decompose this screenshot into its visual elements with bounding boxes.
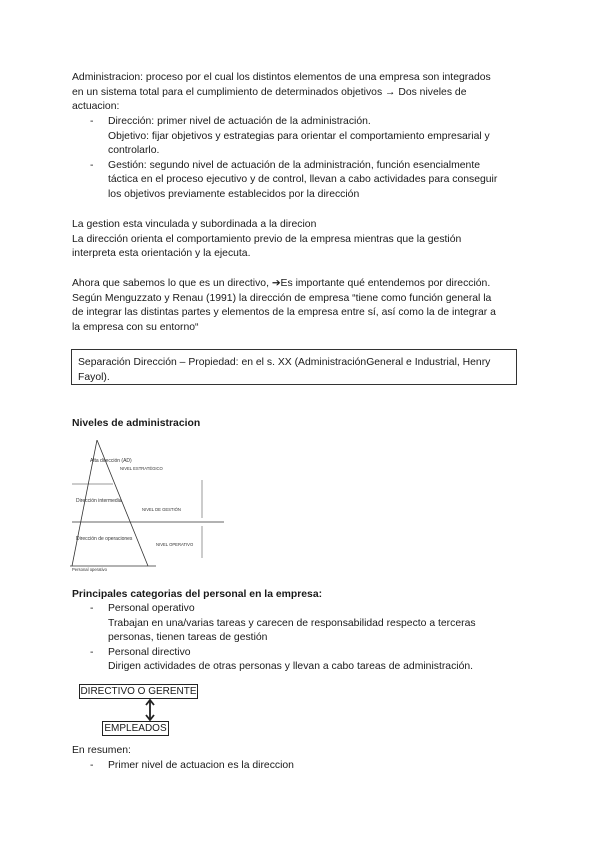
category-title: Personal directivo — [108, 646, 191, 658]
list-dash: - — [90, 646, 94, 658]
intro-paragraph — [72, 71, 532, 115]
org-diagram — [72, 680, 232, 738]
list-line: los objetivos previamente establecidos por la dirección — [108, 188, 360, 200]
pyramid-label-base: Personal operativo — [72, 567, 107, 572]
resumen-title: En resumen: — [72, 745, 131, 756]
list-dash: - — [90, 116, 94, 127]
paragraph-line: La gestion esta vinculada y subordinada a la direcion — [72, 219, 317, 230]
list-line: controlarlo. — [108, 145, 160, 157]
resumen-list — [90, 759, 530, 774]
list-item — [90, 646, 530, 675]
category-title: Personal operativo — [108, 603, 195, 614]
list-dash: - — [90, 159, 94, 171]
list-line: Gestión: segundo nivel de actuación de la administración, función esencialmente — [108, 159, 480, 171]
list-line: táctica en el proceso ejecutivo y de control, llevan a cabo actividades para conseguir — [108, 174, 498, 186]
paragraph-line: Ahora que sabemos lo que es un directivo, ➔Es importante qué entendemos por dirección. — [72, 278, 491, 289]
paragraph-line: la empresa con su entorno“ — [72, 321, 199, 333]
pyramid-level-1: NIVEL ESTRATÉGICO — [120, 466, 163, 471]
categorias-list — [90, 602, 530, 675]
org-box-directivo: DIRECTIVO O GERENTE — [80, 686, 197, 697]
levels-list — [90, 115, 530, 203]
pyramid-label-mid: Dirección intermedia — [76, 498, 122, 504]
category-desc: Dirigen actividades de otras personas y llevan a cabo tareas de administración. — [108, 661, 474, 673]
note-line: Separación Dirección – Propiedad: en el s. XX (AdministraciónGeneral e Industrial, Henry — [78, 357, 491, 368]
pyramid-level-2: NIVEL DE GESTIÓN — [142, 507, 181, 512]
list-item — [90, 159, 530, 203]
intro-line: Administracion: proceso por el cual los distintos elementos de una empresa son integrados — [72, 72, 491, 83]
list-item — [90, 759, 530, 774]
resumen-item: Primer nivel de actuacion es la direccion — [108, 760, 294, 771]
list-item — [90, 115, 530, 159]
niveles-heading: Niveles de administracion — [72, 418, 201, 429]
categorias-heading: Principales categorias del personal en la empresa: — [72, 589, 323, 600]
note-box — [71, 349, 517, 385]
list-dash: - — [90, 760, 94, 771]
pyramid-label-low: Dirección de operaciones — [76, 536, 133, 542]
directivo-paragraph — [72, 277, 532, 335]
intro-line: en un sistema total para el cumplimiento de determinados objetivos → Dos niveles de — [72, 86, 467, 98]
category-desc: personas, tienen tareas de gestión — [108, 632, 268, 644]
paragraph-line: Según Menguzzato y Renau (1991) la dirección de empresa “tiene como función general la — [72, 292, 492, 304]
list-item — [90, 602, 530, 646]
category-desc: Trabajan en una/varias tareas y carecen de responsabilidad respecto a terceras — [108, 617, 476, 629]
pyramid-level-3: NIVEL OPERATIVO — [156, 542, 194, 547]
org-box-empleados: EMPLEADOS — [102, 721, 169, 736]
intro-line: actuacion: — [72, 101, 120, 113]
gestion-paragraph — [72, 218, 532, 262]
paragraph-line: La dirección orienta el comportamiento previo de la empresa mientras que la gestión — [72, 233, 462, 245]
pyramid-label-top: Alta dirección (AD) — [90, 458, 132, 464]
pyramid-diagram — [68, 440, 224, 572]
list-line: Objetivo: fijar objetivos y estrategias para orientar el comportamiento empresarial y — [108, 130, 490, 142]
list-line: Dirección: primer nivel de actuación de la administración. — [108, 116, 371, 127]
list-dash: - — [90, 603, 94, 614]
double-arrow-icon — [144, 699, 156, 721]
paragraph-line: interpreta esta orientación y la ejecuta. — [72, 248, 251, 260]
paragraph-line: de integrar las distintas partes y elementos de la empresa entre sí, así como la de integrar a — [72, 307, 496, 319]
note-line: Fayol). — [78, 371, 110, 383]
